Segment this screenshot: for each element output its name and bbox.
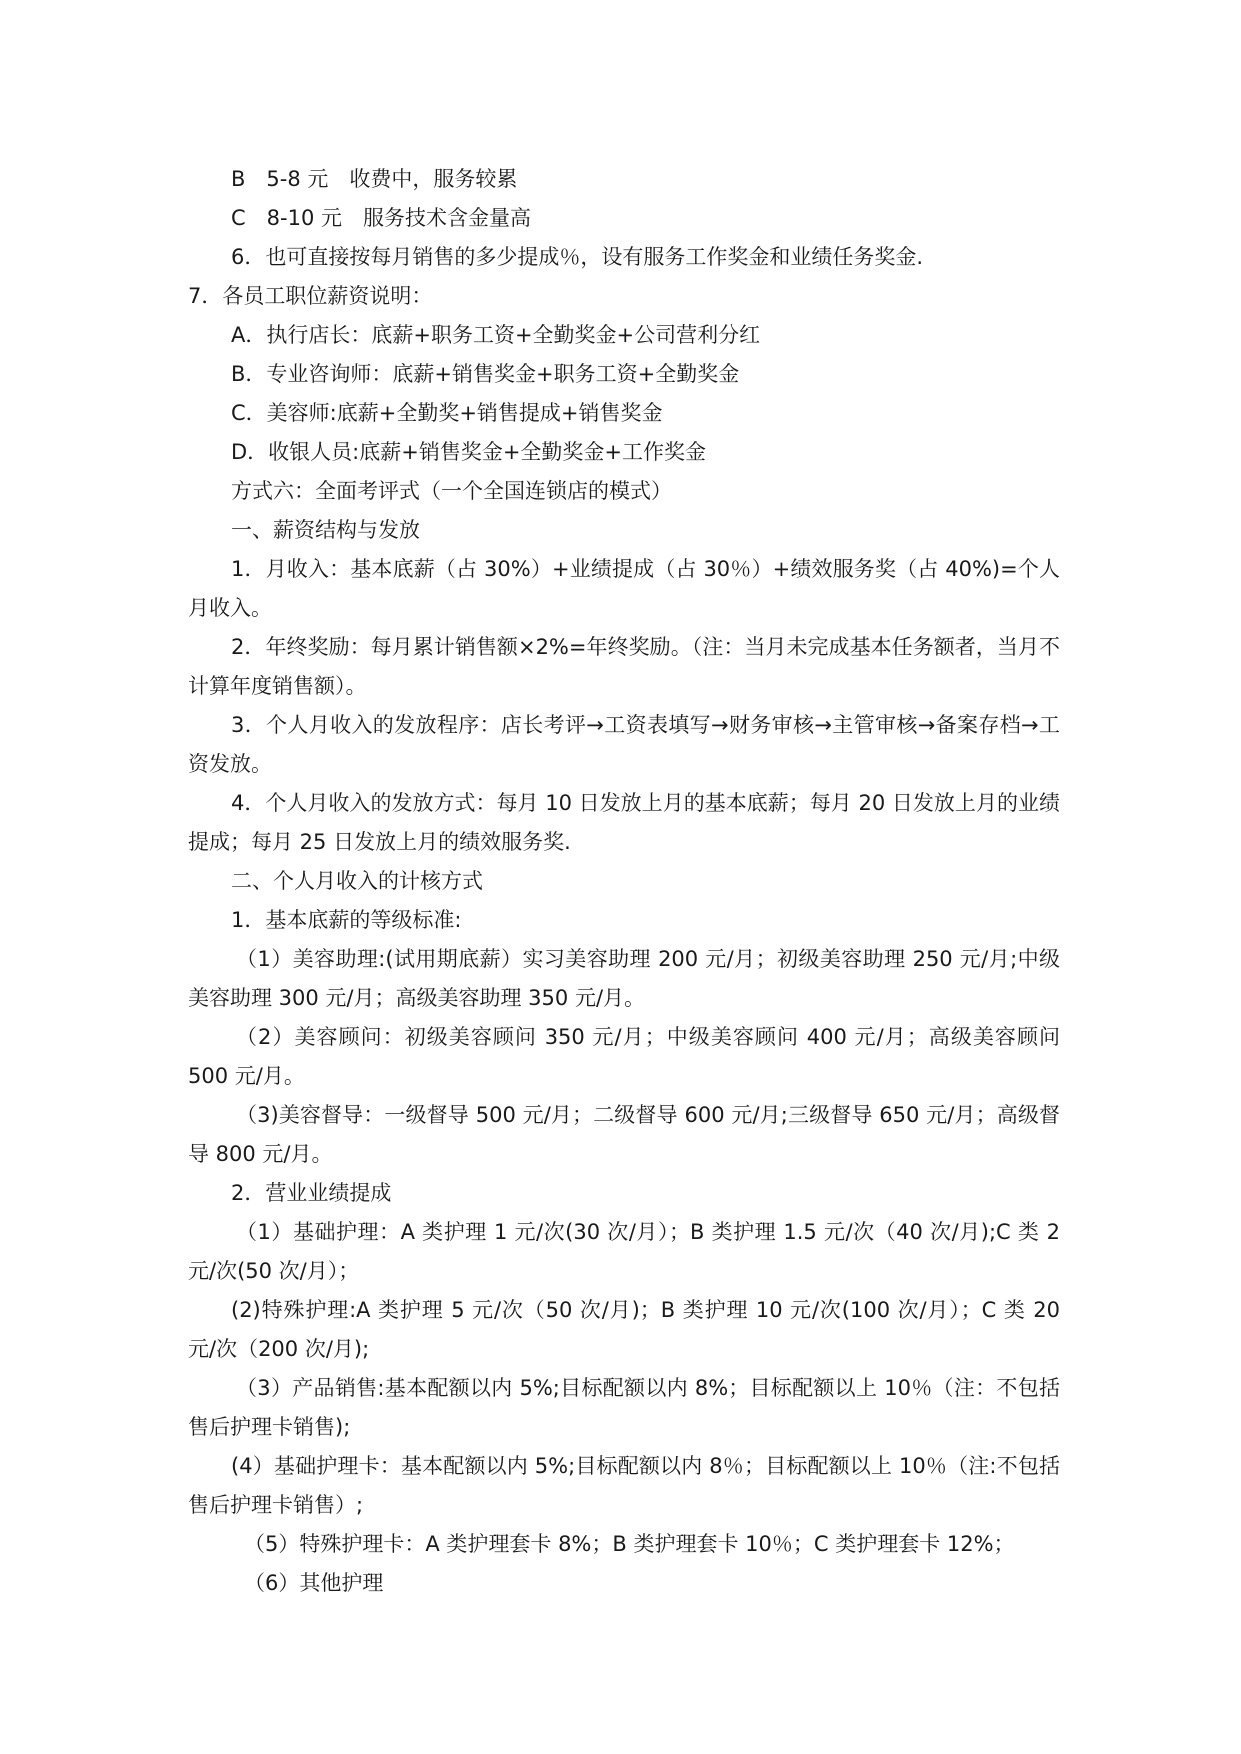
list-item: （5）特殊护理卡：A 类护理套卡 8%；B 类护理套卡 10％；C 类护理套卡 12%； [244,1532,1015,1556]
text-line: 6．也可直接按每月销售的多少提成％，设有服务工作奖金和业绩任务奖金. [231,245,924,269]
section-heading: 一、薪资结构与发放 [231,518,420,542]
paragraph: （3）产品销售:基本配额以内 5%;目标配额以内 8%；目标配额以上 10％（注：不包括售后护理卡销售); [188,1376,1060,1439]
text-line: C 8-10 元 服务技术含金量高 [231,206,531,230]
paragraph: 3．个人月收入的发放程序：店长考评→工资表填写→财务审核→主管审核→备案存档→工资发放。 [188,713,1060,776]
paragraph: (2)特殊护理:A 类护理 5 元/次（50 次/月)；B 类护理 10 元/次(100 次/月）；C 类 20 元/次（200 次/月); [188,1298,1060,1361]
section-heading: 二、个人月收入的计核方式 [231,869,483,893]
paragraph: （1）基础护理：A 类护理 1 元/次(30 次/月）；B 类护理 1.5 元/次（40 次/月);C 类 2 元/次(50 次/月）； [188,1220,1060,1283]
section-heading: 方式六：全面考评式（一个全国连锁店的模式） [231,479,672,503]
list-item: D．收银人员:底薪+销售奖金+全勤奖金+工作奖金 [231,440,707,464]
paragraph: （1）美容助理:(试用期底薪）实习美容助理 200 元/月；初级美容助理 250 元/月;中级美容助理 300 元/月；高级美容助理 350 元/月。 [188,947,1060,1010]
subsection-heading: 2．营业业绩提成 [231,1181,392,1205]
list-item: B．专业咨询师：底薪+销售奖金+职务工资+全勤奖金 [231,362,740,386]
paragraph: 2．年终奖励：每月累计销售额×2%=年终奖励。（注：当月未完成基本任务额者，当月不计算年度销售额）。 [188,635,1060,698]
paragraph: （2）美容顾问：初级美容顾问 350 元/月；中级美容顾问 400 元/月；高级美容顾问 500 元/月。 [188,1025,1060,1088]
section-heading: 7．各员工职位薪资说明： [188,284,433,308]
paragraph: (4）基础护理卡：基本配额以内 5%;目标配额以内 8％；目标配额以上 10％（注:不包括售后护理卡销售）; [188,1454,1060,1517]
document-page [188,160,1060,1603]
subsection-heading: 1．基本底薪的等级标准: [231,908,462,932]
list-item: A．执行店长：底薪+职务工资+全勤奖金+公司营利分红 [231,323,761,347]
list-item: C．美容师:底薪+全勤奖+销售提成+销售奖金 [231,401,663,425]
list-item: （6）其他护理 [244,1571,384,1595]
paragraph: 4．个人月收入的发放方式：每月 10 日发放上月的基本底薪；每月 20 日发放上月的业绩提成；每月 25 日发放上月的绩效服务奖. [188,791,1060,854]
text-line: B 5-8 元 收费中，服务较累 [231,167,518,191]
paragraph: 1．月收入：基本底薪（占 30%）+业绩提成（占 30％）+绩效服务奖（占 40%)=个人月收入。 [188,557,1060,620]
paragraph: （3)美容督导：一级督导 500 元/月；二级督导 600 元/月;三级督导 650 元/月；高级督导 800 元/月。 [188,1103,1060,1166]
